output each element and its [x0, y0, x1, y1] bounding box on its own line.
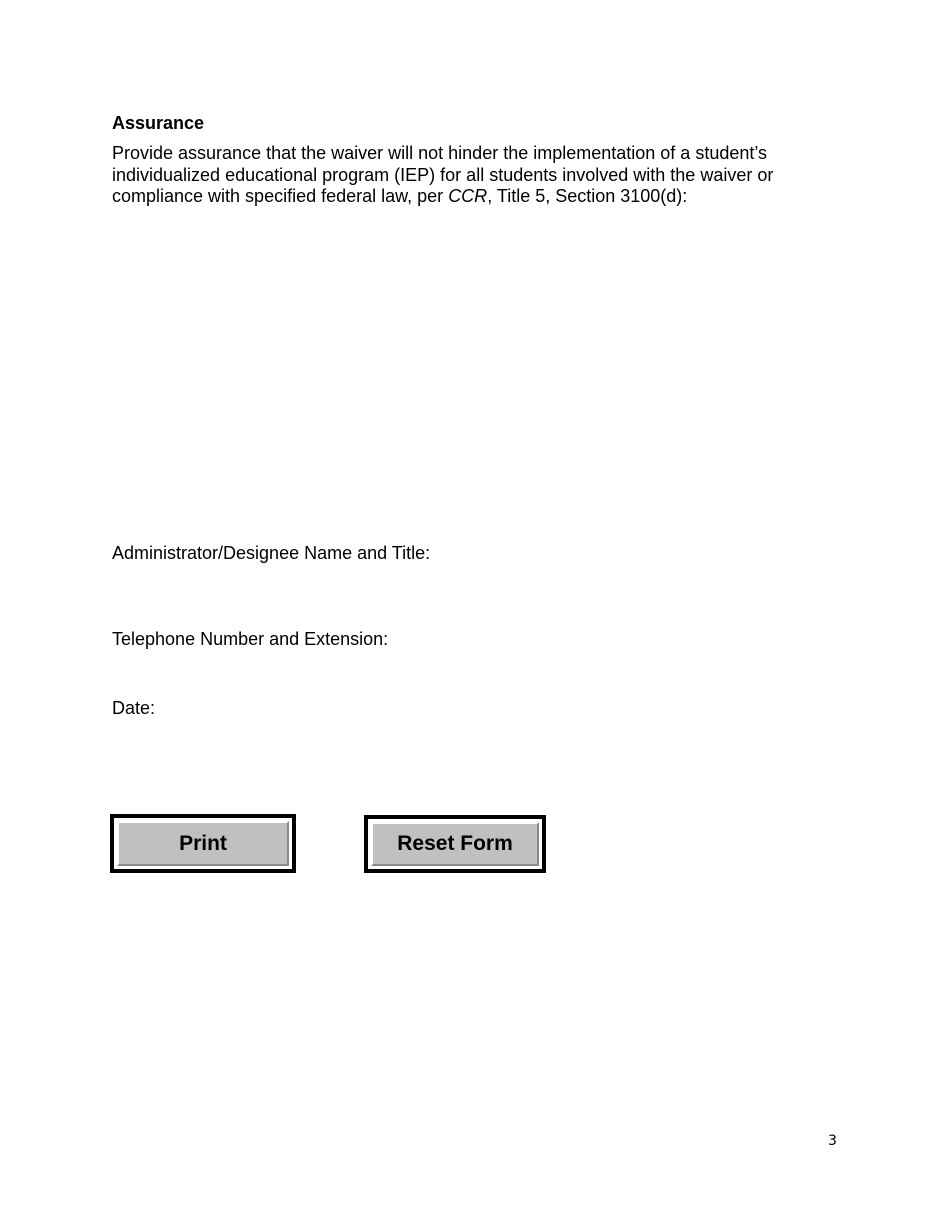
administrator-name-title-label: Administrator/Designee Name and Title:	[112, 543, 431, 563]
print-button[interactable]	[110, 814, 296, 873]
page-number: 3	[828, 1133, 837, 1149]
ccr-citation: CCR	[448, 186, 488, 206]
assurance-text-part1: Provide assurance that the waiver will not hinder the implementation of a student’s individualized educational program (IEP) for all students involved with the waiver or compliance with specified federal law, per	[112, 143, 774, 206]
date-label: Date:	[112, 698, 156, 718]
assurance-paragraph	[112, 143, 832, 208]
reset-form-button[interactable]	[364, 815, 546, 873]
assurance-text-part2: , Title 5, Section 3100(d):	[487, 186, 688, 206]
telephone-extension-label: Telephone Number and Extension:	[112, 629, 389, 649]
print-button-label: Print	[117, 821, 289, 866]
reset-form-button-label: Reset Form	[371, 822, 539, 866]
section-heading: Assurance	[112, 113, 205, 133]
